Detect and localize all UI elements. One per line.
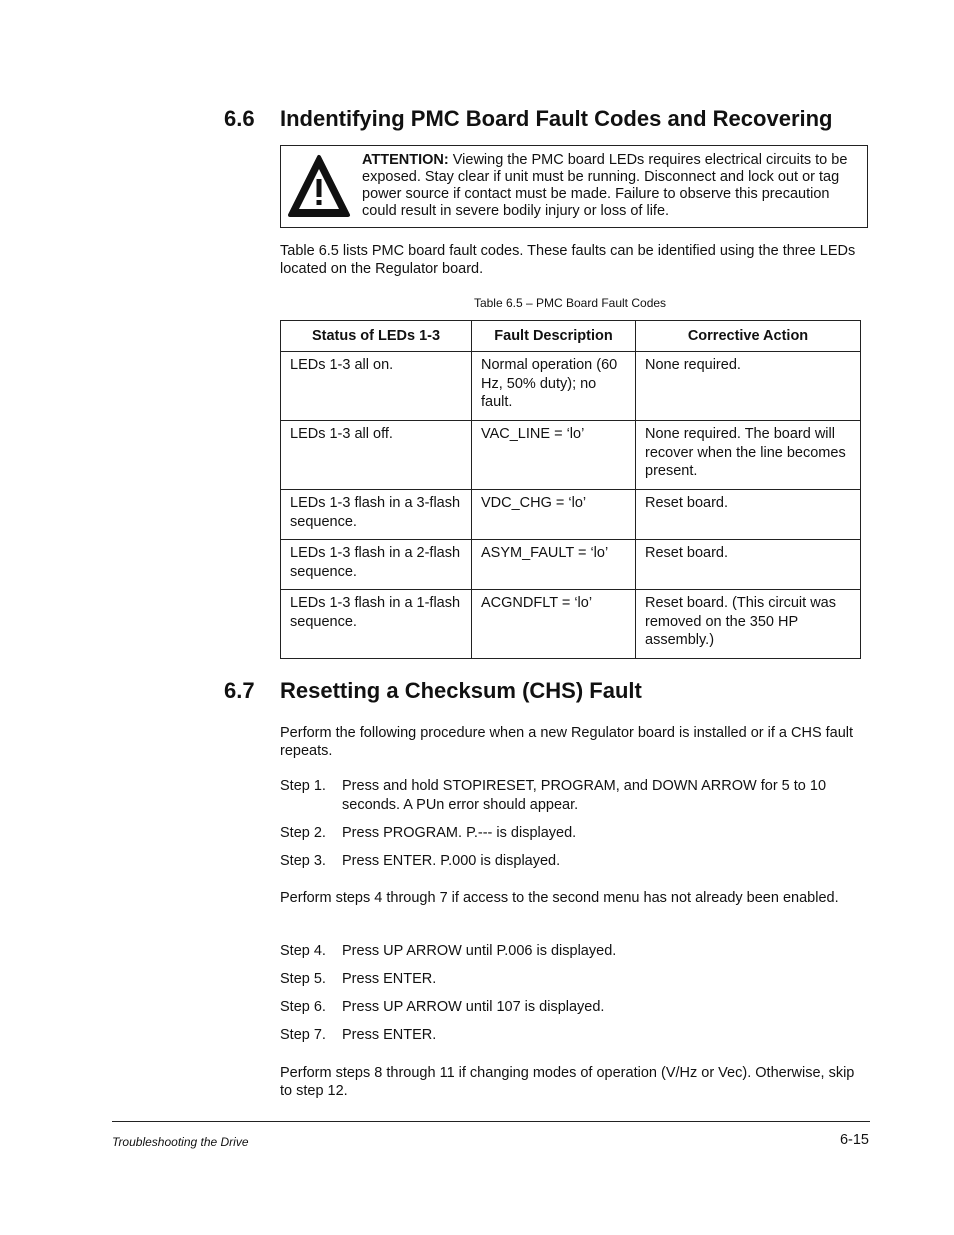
column-header: Status of LEDs 1-3	[281, 321, 472, 352]
step-text: Press UP ARROW until P.006 is displayed.	[342, 943, 617, 959]
step-item	[280, 852, 870, 871]
attention-label: ATTENTION:	[362, 152, 449, 168]
warning-triangle-icon	[287, 153, 351, 219]
procedure-intro-paragraph: Perform the following procedure when a new Regulator board is installed or if a CHS fault repeats.	[280, 725, 854, 759]
step-text: Press ENTER.	[342, 1027, 437, 1043]
attention-box	[280, 145, 868, 228]
section-heading-6-7	[224, 678, 642, 704]
table-cell: ACGNDFLT = ‘lo’	[472, 590, 636, 659]
table-cell: VAC_LINE = ‘lo’	[472, 421, 636, 490]
table-caption: Table 6.5 – PMC Board Fault Codes	[473, 296, 667, 310]
table-cell: None required.	[636, 352, 861, 421]
section-number: 6.7	[224, 678, 255, 703]
table-cell: Reset board.	[636, 490, 861, 540]
step-item	[280, 970, 870, 989]
section-heading-6-6	[224, 106, 833, 132]
column-header: Fault Description	[472, 321, 636, 352]
step-label: Step 1.	[280, 778, 326, 794]
table-header-row	[281, 321, 861, 352]
table-row	[281, 590, 861, 659]
step-label: Step 2.	[280, 825, 326, 841]
step-item	[280, 824, 870, 843]
step-label: Step 6.	[280, 999, 326, 1015]
step-text: Press ENTER.	[342, 971, 437, 987]
table-cell: LEDs 1-3 flash in a 1-flash sequence.	[281, 590, 472, 659]
table-cell: VDC_CHG = ‘lo’	[472, 490, 636, 540]
section-title: Resetting a Checksum (CHS) Fault	[280, 678, 642, 703]
final-paragraph: Perform steps 8 through 11 if changing modes of operation (V/Hz or Vec). Otherwise, skip to step 12.	[280, 1065, 855, 1099]
step-label: Step 7.	[280, 1027, 326, 1043]
step-text: Press UP ARROW until 107 is displayed.	[342, 999, 605, 1015]
attention-text	[362, 152, 862, 220]
step-label: Step 3.	[280, 853, 326, 869]
table-row	[281, 540, 861, 590]
table-cell: LEDs 1-3 all off.	[281, 421, 472, 490]
step-text: Press and hold STOPIRESET, PROGRAM, and DOWN ARROW for 5 to 10 seconds. A PUn error should appear.	[342, 778, 827, 813]
step-item	[280, 998, 870, 1017]
step-item	[280, 777, 870, 815]
page-number: 6-15	[839, 1132, 869, 1148]
table-cell: Reset board.	[636, 540, 861, 590]
step-text: Press ENTER. P.000 is displayed.	[342, 853, 561, 869]
section-title: Indentifying PMC Board Fault Codes and Recovering	[280, 106, 833, 131]
table-cell: None required. The board will recover when the line becomes present.	[636, 421, 861, 490]
column-header: Corrective Action	[636, 321, 861, 352]
footer-divider	[112, 1121, 870, 1122]
middle-paragraph: Perform steps 4 through 7 if access to the second menu has not already been enabled.	[280, 890, 839, 906]
fault-codes-table	[280, 320, 861, 659]
step-item	[280, 942, 870, 961]
step-label: Step 4.	[280, 943, 326, 959]
footer-chapter-title: Troubleshooting the Drive	[112, 1135, 249, 1149]
step-label: Step 5.	[280, 971, 326, 987]
table-cell: LEDs 1-3 all on.	[281, 352, 472, 421]
table-cell: Reset board. (This circuit was removed on the 350 HP assembly.)	[636, 590, 861, 659]
step-item	[280, 1026, 870, 1045]
table-cell: LEDs 1-3 flash in a 3-flash sequence.	[281, 490, 472, 540]
table-row	[281, 490, 861, 540]
table-row	[281, 352, 861, 421]
table-cell: ASYM_FAULT = ‘lo’	[472, 540, 636, 590]
table-cell: Normal operation (60 Hz, 50% duty); no fault.	[472, 352, 636, 421]
step-text: Press PROGRAM. P.--- is displayed.	[342, 825, 577, 841]
table-cell: LEDs 1-3 flash in a 2-flash sequence.	[281, 540, 472, 590]
attention-body: Viewing the PMC board LEDs requires electrical circuits to be exposed. Stay clear if unit must be running. Disconnect and lock out or tag power source if contact must be made. Failure to observe this precaution could result in severe bodily injury or loss of life.	[362, 152, 848, 219]
intro-paragraph: Table 6.5 lists PMC board fault codes. These faults can be identified using the three LEDs located on the Regulator board.	[280, 243, 856, 277]
section-number: 6.6	[224, 106, 255, 131]
table-row	[281, 421, 861, 490]
